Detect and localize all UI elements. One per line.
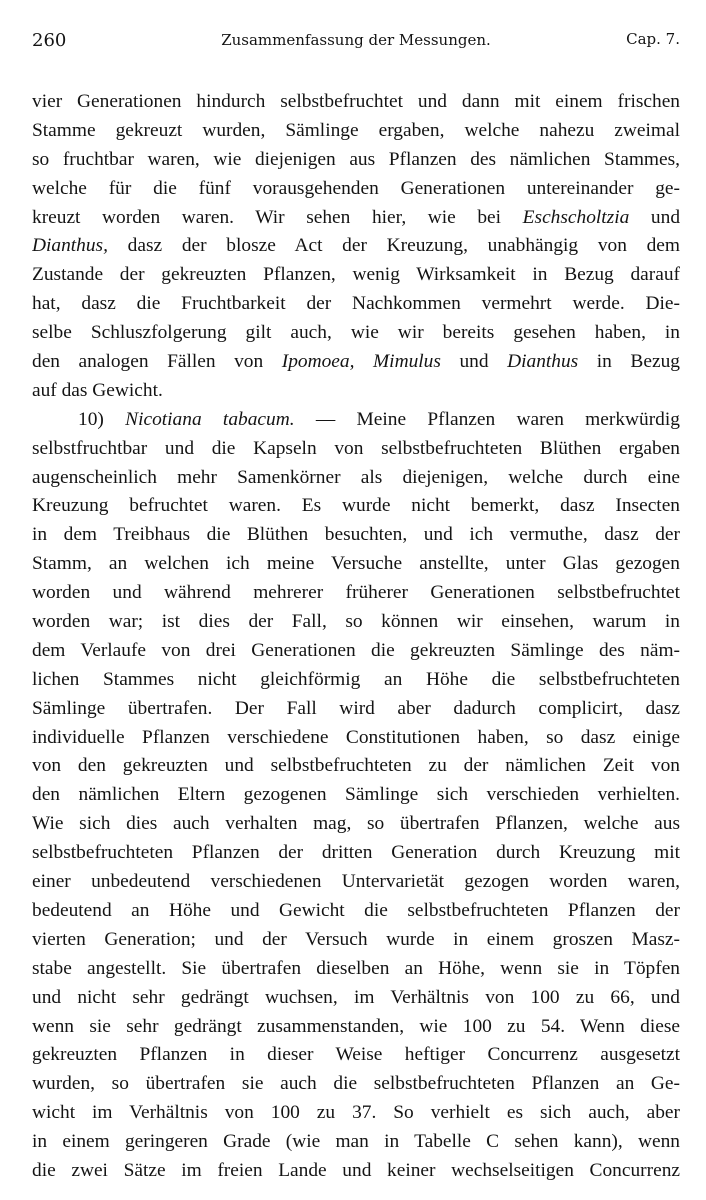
text-line: Stamm, an welchen ich meine Versuche anstellte, unter Glas gezogen (32, 553, 680, 575)
species-name: Dianthus (507, 351, 579, 373)
text-line: vier Generationen hindurch selbstbefruchtet und dann mit einem frischen (32, 91, 680, 112)
text-line: dem Verlaufe von drei Generationen die gekreuzten Sämlinge des näm- (32, 639, 680, 661)
running-title: Zusammenfassung der Messungen. (221, 31, 491, 49)
text-segment: in Bezug (596, 351, 680, 373)
species-heading: Nicotiana tabacum. (125, 408, 295, 430)
text-line (32, 406, 680, 435)
species-name: Ipomoea, (281, 351, 355, 373)
chapter-label: Cap. 7. (626, 30, 680, 48)
text-line: auf das Gewicht. (32, 379, 163, 401)
text-line (32, 232, 680, 261)
text-segment: den analogen Fällen von (32, 351, 264, 373)
text-segment: kreuzt worden waren. Wir sehen hier, wie bei (32, 206, 502, 228)
text-line: wenn sie sehr gedrängt zusammenstanden, wie 100 zu 54. Wenn diese (32, 1015, 680, 1037)
text-line: von den gekreuzten und selbstbefruchteten zu der nämlichen Zeit von (32, 755, 680, 777)
text-line: worden und während mehrerer früherer Generationen selbstbefruchtet (32, 582, 680, 604)
paragraph-conclusion (32, 88, 680, 406)
text-line: und nicht sehr gedrängt wuchsen, im Verhältnis von 100 zu 66, und (32, 986, 680, 1008)
text-line: den nämlichen Eltern gezogenen Sämlinge sich verschieden verhielten. (32, 784, 680, 806)
text-line: in einem geringeren Grade (wie man in Tabelle C sehen kann), wenn (32, 1131, 680, 1153)
running-head (32, 30, 680, 56)
text-line: wicht im Verhältnis von 100 zu 37. So verhielt es sich auch, aber (32, 1102, 680, 1124)
text-line: individuelle Pflanzen verschiedene Constitutionen haben, so dasz einige (32, 726, 680, 748)
text-line: Kreuzung befruchtet waren. Es wurde nicht bemerkt, dasz Insecten (32, 495, 680, 517)
text-line (32, 204, 680, 233)
text-line: Stamme gekreuzt wurden, Sämlinge ergaben, welche nahezu zweimal (32, 119, 680, 141)
species-name: Mimulus (373, 351, 441, 373)
text-line: Wie sich dies auch verhalten mag, so übertrafen Pflanzen, welche aus (32, 813, 680, 835)
text-line: vierten Generation; und der Versuch wurde in einem groszen Masz- (32, 928, 680, 950)
text-line: bedeutend an Höhe und Gewicht die selbstbefruchteten Pflanzen der (32, 899, 680, 921)
text-line: hat, dasz die Fruchtbarkeit der Nachkommen vermehrt werde. Die- (32, 293, 680, 315)
text-line: selbstfruchtbar und die Kapseln von selbstbefruchteten Blüthen ergaben (32, 437, 680, 459)
text-line: einer unbedeutend verschiedenen Untervarietät gezogen worden waren, (32, 871, 680, 893)
text-segment: und (459, 351, 489, 373)
body-text (32, 88, 680, 1186)
text-line: selbe Schluszfolgerung gilt auch, wie wir bereits gesehen haben, in (32, 322, 680, 344)
text-line: Sämlinge übertrafen. Der Fall wird aber dadurch complicirt, dasz (32, 697, 680, 719)
text-segment: — Meine Pflanzen waren merkwürdig (315, 408, 680, 430)
text-line: wurden, so übertrafen sie auch die selbstbefruchteten Pflanzen an Ge- (32, 1073, 680, 1095)
text-line: stabe angestellt. Sie übertrafen dieselben an Höhe, wenn sie in Töpfen (32, 957, 680, 979)
text-line: lichen Stammes nicht gleichförmig an Höhe die selbstbefruchteten (32, 668, 680, 690)
text-line: welche für die fünf vorausgehenden Generationen untereinander ge- (32, 177, 680, 199)
text-segment: dasz der blosze Act der Kreuzung, unabhängig von dem (127, 235, 680, 257)
species-name: Eschscholtzia (522, 206, 630, 228)
paragraph-nicotiana (32, 406, 680, 1186)
text-line (32, 348, 680, 377)
text-line: gekreuzten Pflanzen in dieser Weise heftiger Concurrenz ausgesetzt (32, 1044, 680, 1066)
text-line: in dem Treibhaus die Blüthen besuchten, und ich vermuthe, dasz der (32, 524, 680, 546)
text-line: so fruchtbar waren, wie diejenigen aus Pflanzen des nämlichen Stammes, (32, 148, 680, 170)
text-line: worden war; ist dies der Fall, so können wir einsehen, warum in (32, 611, 680, 633)
species-name: Dianthus, (32, 235, 108, 257)
text-segment: und (650, 206, 680, 228)
text-line: Zustande der gekreuzten Pflanzen, wenig Wirksamkeit in Bezug darauf (32, 264, 680, 286)
text-line: augenscheinlich mehr Samenkörner als diejenigen, welche durch eine (32, 466, 680, 488)
text-line: die zwei Sätze im freien Lande und keiner wechselseitigen Concurrenz (32, 1159, 680, 1181)
text-line: selbstbefruchteten Pflanzen der dritten Generation durch Kreuzung mit (32, 842, 680, 864)
page-number: 260 (32, 30, 67, 51)
section-number: 10) (78, 408, 104, 430)
